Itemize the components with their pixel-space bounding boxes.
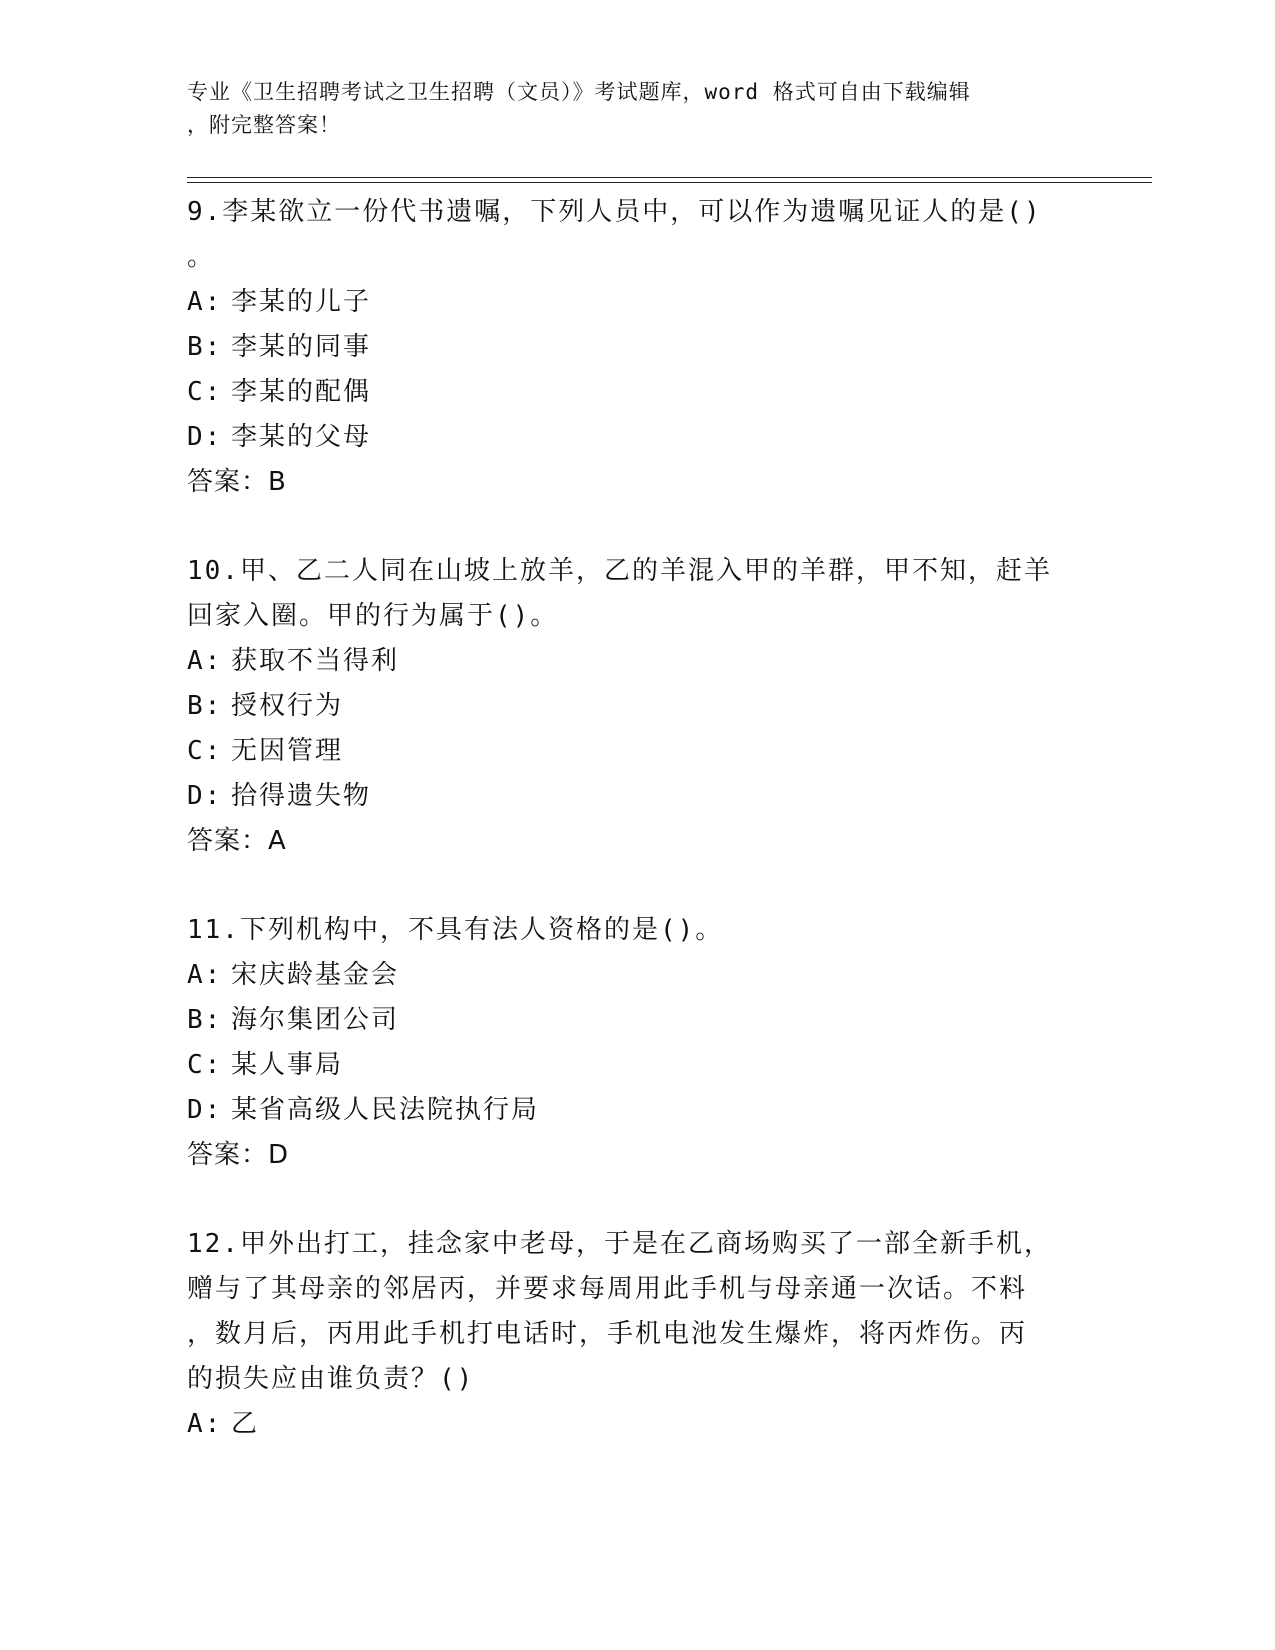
option-label: C: <box>187 1050 223 1080</box>
option-label: C: <box>187 736 223 766</box>
question-line: 赠与了其母亲的邻居丙，并要求每周用此手机与母亲通一次话。不料 <box>187 1274 1028 1304</box>
question-spacer <box>187 505 1087 549</box>
option-text: 宋庆龄基金会 <box>231 960 400 990</box>
header-line-1: 专业《卫生招聘考试之卫生招聘（文员）》考试题库，word 格式可自由下载编辑 <box>187 80 971 104</box>
question-item <box>187 908 1087 1178</box>
option-label: D: <box>187 1095 223 1125</box>
option-d <box>187 415 1087 460</box>
option-a <box>187 1402 1087 1447</box>
question-line: 回家入圈。甲的行为属于()。 <box>187 601 559 631</box>
question-spacer <box>187 1178 1087 1222</box>
question-line: 10.甲、乙二人同在山坡上放羊，乙的羊混入甲的羊群，甲不知，赶羊 <box>187 556 1052 586</box>
option-label: A: <box>187 646 223 676</box>
option-text: 授权行为 <box>231 691 344 721</box>
option-label: A: <box>187 287 223 317</box>
question-text <box>187 190 1087 280</box>
option-text: 某人事局 <box>231 1050 344 1080</box>
option-text: 某省高级人民法院执行局 <box>231 1095 540 1125</box>
document-header <box>187 76 1067 142</box>
answer-line: 答案：A <box>187 826 287 856</box>
option-label: C: <box>187 377 223 407</box>
header-line-2: ，附完整答案！ <box>187 113 341 137</box>
option-b <box>187 998 1087 1043</box>
option-text: 李某的同事 <box>231 332 372 362</box>
option-a <box>187 639 1087 684</box>
question-line: 11.下列机构中，不具有法人资格的是()。 <box>187 915 724 945</box>
question-item <box>187 190 1087 505</box>
option-b <box>187 684 1087 729</box>
option-c <box>187 370 1087 415</box>
option-text: 拾得遗失物 <box>231 781 372 811</box>
option-label: B: <box>187 691 223 721</box>
question-spacer <box>187 864 1087 908</box>
question-line: ，数月后，丙用此手机打电话时，手机电池发生爆炸，将丙炸伤。丙 <box>187 1319 1028 1349</box>
option-text: 李某的儿子 <box>231 287 372 317</box>
option-text: 李某的父母 <box>231 422 372 452</box>
question-item <box>187 549 1087 864</box>
option-label: D: <box>187 781 223 811</box>
option-text: 海尔集团公司 <box>231 1005 400 1035</box>
option-d <box>187 1088 1087 1133</box>
option-label: B: <box>187 1005 223 1035</box>
option-label: D: <box>187 422 223 452</box>
answer-line: 答案：B <box>187 467 287 497</box>
question-line: 。 <box>187 242 216 272</box>
option-c <box>187 1043 1087 1088</box>
option-d <box>187 774 1087 819</box>
header-divider-top <box>187 177 1152 178</box>
option-text: 乙 <box>231 1409 260 1439</box>
option-text: 获取不当得利 <box>231 646 400 676</box>
option-text: 李某的配偶 <box>231 377 372 407</box>
option-label: A: <box>187 1409 223 1439</box>
question-item <box>187 1222 1087 1447</box>
question-list <box>187 190 1087 1447</box>
option-label: A: <box>187 960 223 990</box>
question-line: 9.李某欲立一份代书遗嘱，下列人员中，可以作为遗嘱见证人的是() <box>187 197 1042 227</box>
question-text <box>187 549 1087 639</box>
question-line: 的损失应由谁负责？() <box>187 1364 475 1394</box>
option-text: 无因管理 <box>231 736 344 766</box>
answer-line: 答案：D <box>187 1140 290 1170</box>
question-text <box>187 1222 1087 1402</box>
question-line: 12.甲外出打工，挂念家中老母，于是在乙商场购买了一部全新手机， <box>187 1229 1052 1259</box>
option-label: B: <box>187 332 223 362</box>
option-b <box>187 325 1087 370</box>
header-divider-bottom <box>187 182 1152 183</box>
option-c <box>187 729 1087 774</box>
question-text <box>187 908 1087 953</box>
option-a <box>187 280 1087 325</box>
option-a <box>187 953 1087 998</box>
